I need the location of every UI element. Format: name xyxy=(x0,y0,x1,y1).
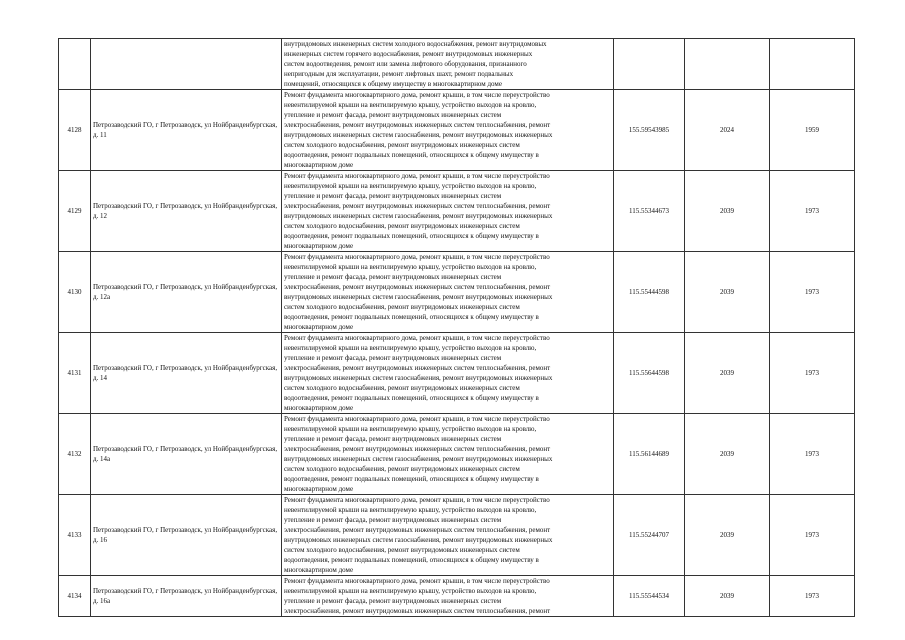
row-number: 4132 xyxy=(59,414,91,495)
year-cell: 2039 xyxy=(685,495,770,576)
year-cell: 2039 xyxy=(685,171,770,252)
address-cell: Петрозаводский ГО, г Петрозаводск, ул Нойбранденбургская, д. 12а xyxy=(91,252,282,333)
table-row xyxy=(59,414,855,495)
capital-repair-table xyxy=(58,38,855,617)
works-cell: Ремонт фундамента многоквартирного дома, ремонт крыши, в том числе переустройство невентилируемой крыши на вентилируемую крышу, устройство выходов на кровлю, утепление и ремонт фасада, ремонт внутридомовых инженерных систем электроснабжения, ремонт внутридомовых инженерных систем теплоснабжения, ремонт внутридомовых инженерных систем газоснабжения, ремонт внутридомовых инженерных систем холодного водоснабжения, ремонт внутридомовых инженерных систем водоотведения, ремонт подвальных помещений, относящихся к общему имуществу в многоквартирном доме xyxy=(282,495,614,576)
table-row xyxy=(59,39,855,90)
row-number: 4133 xyxy=(59,495,91,576)
row-number: 4130 xyxy=(59,252,91,333)
table-row xyxy=(59,576,855,617)
works-cell: Ремонт фундамента многоквартирного дома, ремонт крыши, в том числе переустройство невентилируемой крыши на вентилируемую крышу, устройство выходов на кровлю, утепление и ремонт фасада, ремонт внутридомовых инженерных систем электроснабжения, ремонт внутридомовых инженерных систем теплоснабжения, ремонт внутридомовых инженерных систем газоснабжения, ремонт внутридомовых инженерных систем холодного водоснабжения, ремонт внутридомовых инженерных систем водоотведения, ремонт подвальных помещений, относящихся к общему имуществу в многоквартирном доме xyxy=(282,171,614,252)
cost-cell: 115.55344673 xyxy=(614,171,685,252)
works-cell: Ремонт фундамента многоквартирного дома, ремонт крыши, в том числе переустройство невентилируемой крыши на вентилируемую крышу, устройство выходов на кровлю, утепление и ремонт фасада, ремонт внутридомовых инженерных систем электроснабжения, ремонт внутридомовых инженерных систем теплоснабжения, ремонт внутридомовых инженерных систем газоснабжения, ремонт внутридомовых инженерных систем холодного водоснабжения, ремонт внутридомовых инженерных систем водоотведения, ремонт подвальных помещений, относящихся к общему имуществу в многоквартирном доме xyxy=(282,414,614,495)
works-cell: Ремонт фундамента многоквартирного дома, ремонт крыши, в том числе переустройство невентилируемой крыши на вентилируемую крышу, устройство выходов на кровлю, утепление и ремонт фасада, ремонт внутридомовых инженерных систем электроснабжения, ремонт внутридомовых инженерных систем теплоснабжения, ремонт внутридомовых инженерных систем газоснабжения, ремонт внутридомовых инженерных систем холодного водоснабжения, ремонт внутридомовых инженерных систем водоотведения, ремонт подвальных помещений, относящихся к общему имуществу в многоквартирном доме xyxy=(282,333,614,414)
cost-cell: 115.56144689 xyxy=(614,414,685,495)
row-number: 4128 xyxy=(59,90,91,171)
cost-cell xyxy=(614,39,685,90)
table-row xyxy=(59,495,855,576)
table-body xyxy=(59,39,855,617)
cost-cell: 115.55244707 xyxy=(614,495,685,576)
cost-cell: 115.55644598 xyxy=(614,333,685,414)
year-cell: 2039 xyxy=(685,414,770,495)
address-cell: Петрозаводский ГО, г Петрозаводск, ул Нойбранденбургская, д. 16 xyxy=(91,495,282,576)
year-cell: 2024 xyxy=(685,90,770,171)
built-year-cell: 1973 xyxy=(770,333,855,414)
cost-cell: 115.55544534 xyxy=(614,576,685,617)
built-year-cell: 1973 xyxy=(770,171,855,252)
address-cell: Петрозаводский ГО, г Петрозаводск, ул Нойбранденбургская, д. 14а xyxy=(91,414,282,495)
address-cell: Петрозаводский ГО, г Петрозаводск, ул Нойбранденбургская, д. 12 xyxy=(91,171,282,252)
year-cell: 2039 xyxy=(685,576,770,617)
cost-cell: 155.59543985 xyxy=(614,90,685,171)
table-row xyxy=(59,90,855,171)
row-number: 4131 xyxy=(59,333,91,414)
address-cell: Петрозаводский ГО, г Петрозаводск, ул Нойбранденбургская, д. 11 xyxy=(91,90,282,171)
year-cell: 2039 xyxy=(685,252,770,333)
built-year-cell xyxy=(770,39,855,90)
built-year-cell: 1973 xyxy=(770,414,855,495)
built-year-cell: 1973 xyxy=(770,576,855,617)
works-cell: Ремонт фундамента многоквартирного дома, ремонт крыши, в том числе переустройство невентилируемой крыши на вентилируемую крышу, устройство выходов на кровлю, утепление и ремонт фасада, ремонт внутридомовых инженерных систем электроснабжения, ремонт внутридомовых инженерных систем теплоснабжения, ремонт внутридомовых инженерных систем газоснабжения, ремонт внутридомовых инженерных систем холодного водоснабжения, ремонт внутридомовых инженерных систем водоотведения, ремонт подвальных помещений, относящихся к общему имуществу в многоквартирном доме xyxy=(282,90,614,171)
row-number: 4129 xyxy=(59,171,91,252)
table-row xyxy=(59,171,855,252)
year-cell xyxy=(685,39,770,90)
row-number: 4134 xyxy=(59,576,91,617)
built-year-cell: 1973 xyxy=(770,252,855,333)
works-cell: внутридомовых инженерных систем холодного водоснабжения, ремонт внутридомовых инженерных систем горячего водоснабжения, ремонт внутридомовых инженерных систем водоотведения, ремонт или замена лифтового оборудования, признанного непригодным для эксплуатации, ремонт лифтовых шахт, ремонт подвальных помещений, относящихся к общему имуществу в многоквартирном доме xyxy=(282,39,614,90)
table-row xyxy=(59,252,855,333)
built-year-cell: 1959 xyxy=(770,90,855,171)
address-cell xyxy=(91,39,282,90)
built-year-cell: 1973 xyxy=(770,495,855,576)
works-cell: Ремонт фундамента многоквартирного дома, ремонт крыши, в том числе переустройство невентилируемой крыши на вентилируемую крышу, устройство выходов на кровлю, утепление и ремонт фасада, ремонт внутридомовых инженерных систем электроснабжения, ремонт внутридомовых инженерных систем теплоснабжения, ремонт xyxy=(282,576,614,617)
table-row xyxy=(59,333,855,414)
works-cell: Ремонт фундамента многоквартирного дома, ремонт крыши, в том числе переустройство невентилируемой крыши на вентилируемую крышу, устройство выходов на кровлю, утепление и ремонт фасада, ремонт внутридомовых инженерных систем электроснабжения, ремонт внутридомовых инженерных систем теплоснабжения, ремонт внутридомовых инженерных систем газоснабжения, ремонт внутридомовых инженерных систем холодного водоснабжения, ремонт внутридомовых инженерных систем водоотведения, ремонт подвальных помещений, относящихся к общему имуществу в многоквартирном доме xyxy=(282,252,614,333)
row-number xyxy=(59,39,91,90)
cost-cell: 115.55444598 xyxy=(614,252,685,333)
address-cell: Петрозаводский ГО, г Петрозаводск, ул Нойбранденбургская, д. 14 xyxy=(91,333,282,414)
year-cell: 2039 xyxy=(685,333,770,414)
address-cell: Петрозаводский ГО, г Петрозаводск, ул Нойбранденбургская, д. 16а xyxy=(91,576,282,617)
